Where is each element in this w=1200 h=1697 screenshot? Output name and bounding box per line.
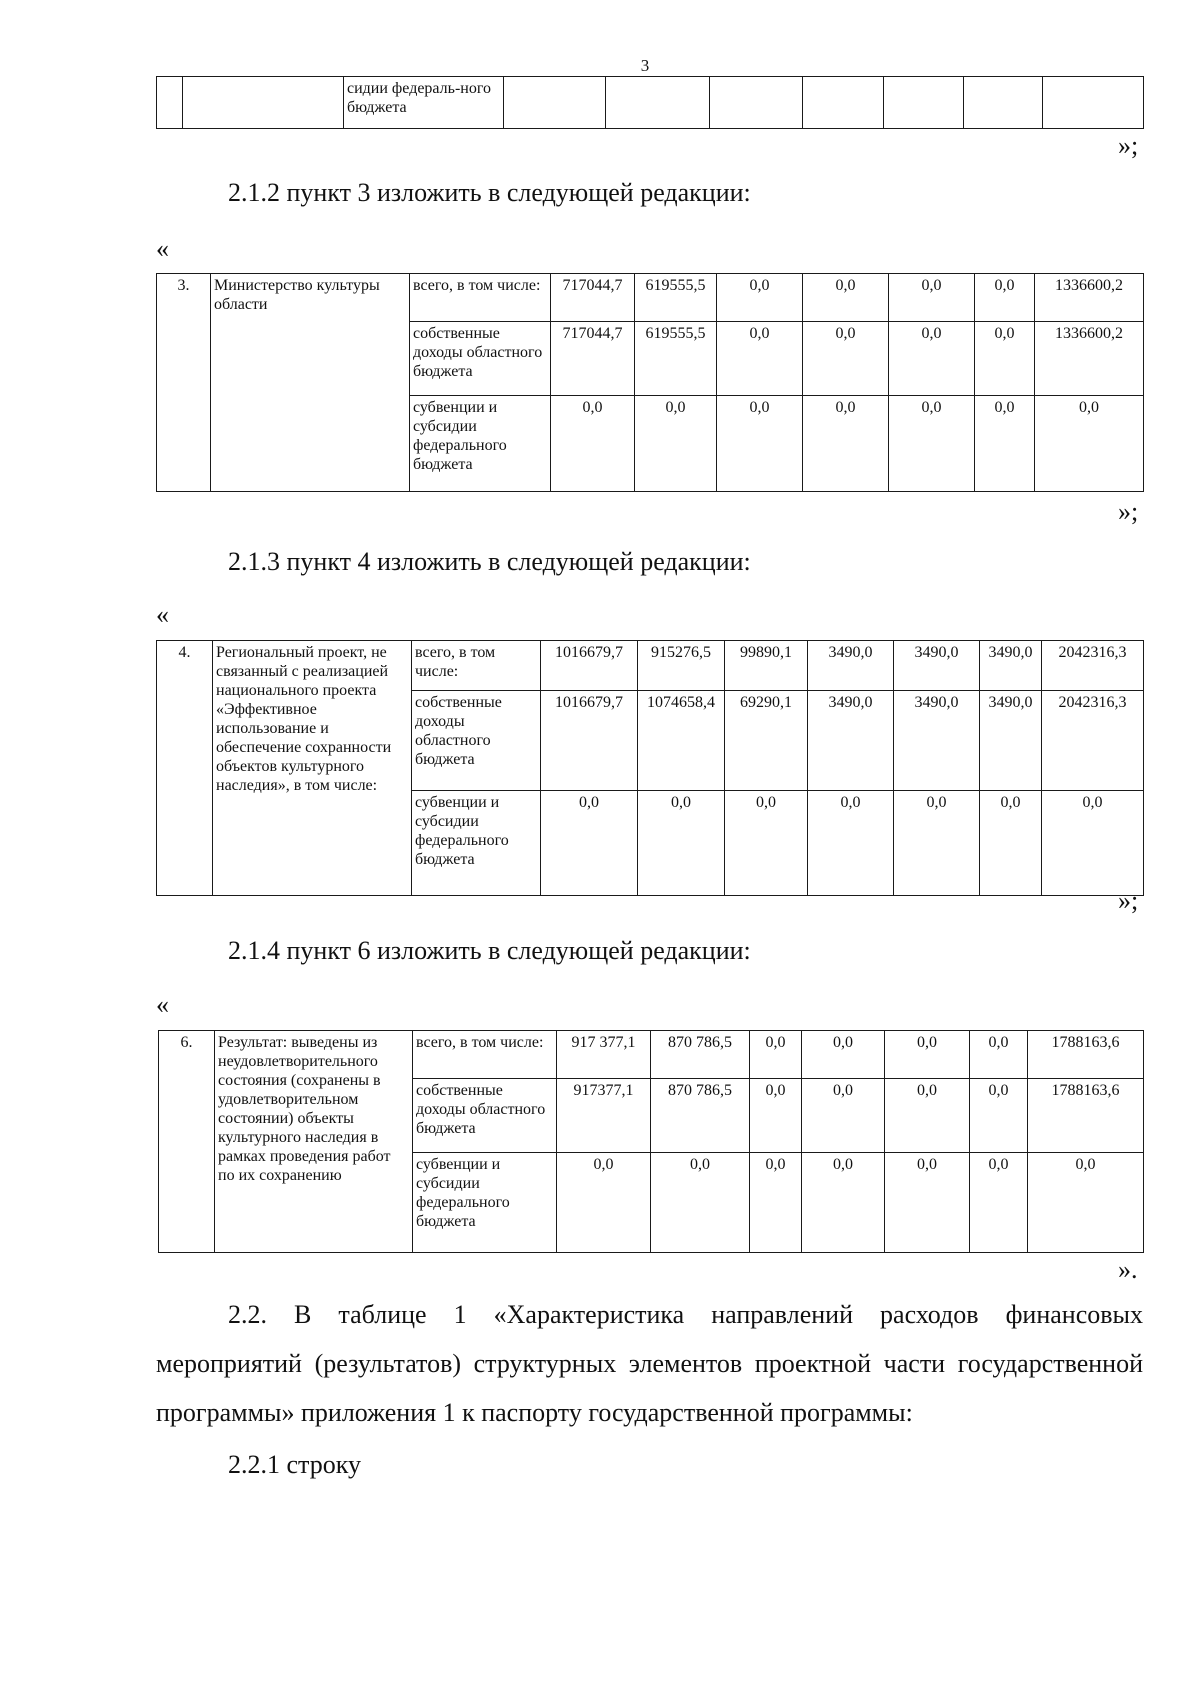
budget-table [158,1030,1144,1253]
row-number: 4. [157,641,213,896]
value-cell: 0,0 [551,396,635,492]
opening-quote: « [156,600,169,629]
value-cell: 0,0 [975,322,1035,396]
opening-quote: « [156,990,169,1019]
value-cell: 1016679,7 [541,641,638,691]
paragraph-text: 2.2.1 строку [228,1450,361,1479]
row-name: Региональный проект, не связанный с реализацией национального проекта «Эффективное использование и обеспечение сохранности объектов культурного наследия», в том числе: [213,641,412,896]
continuation-table [156,76,1144,129]
table-cell [710,77,803,129]
table-cell [504,77,606,129]
row-label: собственные доходы областного бюджета [412,691,541,791]
table-cell [1043,77,1144,129]
row-number: 3. [157,274,211,492]
value-cell: 0,0 [894,791,980,896]
value-cell: 0,0 [1035,396,1144,492]
value-cell: 3490,0 [980,641,1042,691]
budget-table [156,640,1144,896]
section-heading: 2.1.2 пункт 3 изложить в следующей редакции: [228,178,751,207]
closing-quote: ». [1118,1255,1138,1284]
value-cell: 69290,1 [725,691,808,791]
value-cell: 0,0 [975,396,1035,492]
value-cell: 0,0 [635,396,717,492]
value-cell: 0,0 [980,791,1042,896]
page-number: 3 [640,56,650,75]
value-cell: 3490,0 [808,641,894,691]
value-cell: 0,0 [803,274,889,322]
value-cell: 0,0 [750,1031,802,1079]
value-cell: 0,0 [557,1153,651,1253]
value-cell: 619555,5 [635,322,717,396]
table-cell [964,77,1043,129]
value-cell: 915276,5 [638,641,725,691]
value-cell: 870 786,5 [651,1079,750,1153]
value-cell: 619555,5 [635,274,717,322]
row-label: собственные доходы областного бюджета [410,322,551,396]
closing-quote: »; [1118,886,1139,915]
value-cell: 1788163,6 [1028,1079,1144,1153]
value-cell: 917 377,1 [557,1031,651,1079]
value-cell: 0,0 [750,1153,802,1253]
value-cell: 917377,1 [557,1079,651,1153]
value-cell: 717044,7 [551,274,635,322]
value-cell: 0,0 [970,1153,1028,1253]
table-cell [183,77,344,129]
value-cell: 717044,7 [551,322,635,396]
value-cell: 0,0 [808,791,894,896]
body-paragraph [156,1290,1143,1437]
value-cell: 0,0 [975,274,1035,322]
value-cell: 0,0 [803,322,889,396]
row-name: Министерство культуры области [211,274,410,492]
value-cell: 0,0 [885,1153,970,1253]
table-cell [606,77,710,129]
value-cell: 0,0 [803,396,889,492]
value-cell: 0,0 [717,396,803,492]
value-cell: 3490,0 [980,691,1042,791]
row-label: всего, в том числе: [410,274,551,322]
value-cell: 0,0 [970,1079,1028,1153]
value-cell: 0,0 [750,1079,802,1153]
value-cell: 870 786,5 [651,1031,750,1079]
row-label: субвенции и субсидии федерального бюджета [413,1153,557,1253]
value-cell: 0,0 [889,274,975,322]
value-cell: 99890,1 [725,641,808,691]
value-cell: 1336600,2 [1035,322,1144,396]
table-cell [803,77,884,129]
closing-quote: »; [1118,131,1139,160]
value-cell: 0,0 [1042,791,1144,896]
value-cell: 0,0 [802,1031,885,1079]
row-name: Результат: выведены из неудовлетворительного состояния (сохранены в удовлетворительном состоянии) объекты культурного наследия в рамках проведения работ по их сохранению [215,1031,413,1253]
row-number: 6. [159,1031,215,1253]
value-cell: 1788163,6 [1028,1031,1144,1079]
value-cell: 0,0 [651,1153,750,1253]
paragraph-text: 2.2. В таблице 1 «Характеристика направлений расходов финансовых мероприятий (результатов) структурных элементов проектной части государственной программы» приложения 1 к паспорту государственной программы: [156,1300,1143,1427]
value-cell: 0,0 [802,1079,885,1153]
value-cell: 3490,0 [894,691,980,791]
value-cell: 0,0 [717,322,803,396]
budget-table [156,273,1144,492]
row-label: всего, в том числе: [413,1031,557,1079]
value-cell: 1016679,7 [541,691,638,791]
value-cell: 2042316,3 [1042,641,1144,691]
value-cell: 0,0 [889,322,975,396]
value-cell: 0,0 [885,1031,970,1079]
body-paragraph [156,1440,1143,1489]
section-heading: 2.1.4 пункт 6 изложить в следующей редакции: [228,936,751,965]
table-cell: сидии федераль-ного бюджета [344,77,504,129]
table-cell [157,77,183,129]
value-cell: 2042316,3 [1042,691,1144,791]
row-label: всего, в том числе: [412,641,541,691]
row-label: субвенции и субсидии федерального бюджета [412,791,541,896]
value-cell: 0,0 [885,1079,970,1153]
table-cell [884,77,964,129]
value-cell: 0,0 [802,1153,885,1253]
value-cell: 0,0 [717,274,803,322]
value-cell: 0,0 [1028,1153,1144,1253]
value-cell: 0,0 [889,396,975,492]
value-cell: 0,0 [638,791,725,896]
closing-quote: »; [1118,497,1139,526]
row-label: собственные доходы областного бюджета [413,1079,557,1153]
opening-quote: « [156,234,169,263]
value-cell: 3490,0 [894,641,980,691]
value-cell: 1074658,4 [638,691,725,791]
value-cell: 0,0 [970,1031,1028,1079]
value-cell: 3490,0 [808,691,894,791]
row-label: субвенции и субсидии федерального бюджета [410,396,551,492]
value-cell: 0,0 [725,791,808,896]
value-cell: 1336600,2 [1035,274,1144,322]
value-cell: 0,0 [541,791,638,896]
section-heading: 2.1.3 пункт 4 изложить в следующей редакции: [228,547,751,576]
